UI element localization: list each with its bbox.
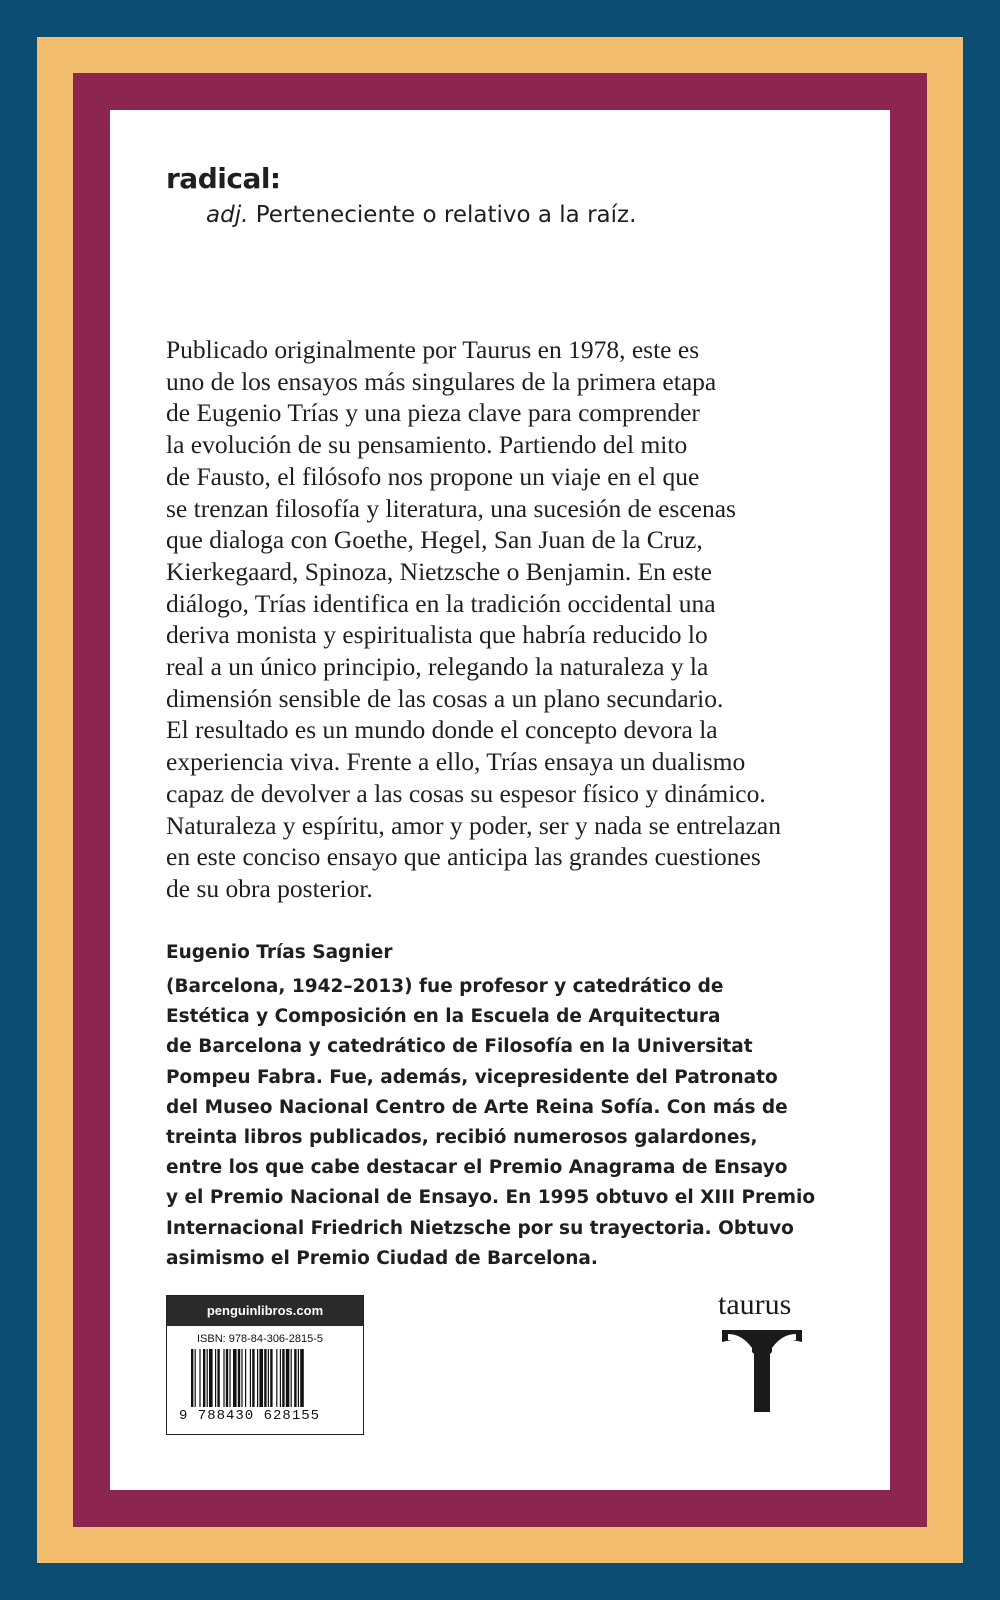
author-name: Eugenio Trías Sagnier <box>166 942 393 963</box>
definition-text <box>206 202 636 228</box>
website-label: penguinlibros.com <box>167 1296 363 1326</box>
blurb-line: uno de los ensayos más singulares de la primera etapa <box>166 366 717 396</box>
definition-abbr: adj. <box>206 202 249 228</box>
definition-meaning: Perteneciente o relativo a la raíz. <box>255 202 637 228</box>
ean-digits: 9 788430 628155 <box>179 1408 321 1424</box>
bio-line: asimismo el Premio Ciudad de Barcelona. <box>166 1247 598 1269</box>
blurb-line: Publicado originalmente por Taurus en 1978, este es <box>166 335 700 364</box>
barcode-block <box>166 1295 364 1435</box>
bio-line: Pompeu Fabra. Fue, además, vicepresidente del Patronato <box>166 1066 778 1088</box>
blurb-line: diálogo, Trías identifica en la tradición occidental una <box>166 588 716 618</box>
author-bio <box>166 972 815 1274</box>
back-cover-panel <box>110 110 890 1490</box>
publisher-name: taurus <box>718 1288 792 1321</box>
book-blurb <box>166 334 846 905</box>
blurb-line: se trenzan filosofía y literatura, una sucesión de escenas <box>166 493 736 523</box>
blurb-line: la evolución de su pensamiento. Partiendo del mito <box>166 430 688 460</box>
blurb-line: real a un único principio, relegando la naturaleza y la <box>166 652 709 682</box>
bio-line: Estética y Composición en la Escuela de Arquitectura <box>166 1006 721 1028</box>
taurus-t-logo-icon <box>718 1326 806 1418</box>
isbn-label: ISBN: 978-84-306-2815-5 <box>197 1333 323 1345</box>
blurb-line: Kierkegaard, Spinoza, Nietzsche o Benjamin. En este <box>166 556 712 586</box>
blurb-line: capaz de devolver a las cosas su espesor físico y dinámico. <box>166 778 766 808</box>
definition-term: radical: <box>166 162 281 195</box>
blurb-line: El resultado es un mundo donde el concepto devora la <box>166 715 718 745</box>
blurb-line: de Eugenio Trías y una pieza clave para comprender <box>166 398 700 428</box>
blurb-line: dimensión sensible de las cosas a un plano secundario. <box>166 683 724 713</box>
blurb-line: que dialoga con Goethe, Hegel, San Juan de la Cruz, <box>166 525 703 555</box>
blurb-line: en este conciso ensayo que anticipa las grandes cuestiones <box>166 842 761 872</box>
bio-line: (Barcelona, 1942–2013) fue profesor y catedrático de <box>166 976 724 997</box>
bio-line: y el Premio Nacional de Ensayo. En 1995 obtuvo el XIII Premio <box>166 1187 816 1209</box>
bio-line: entre los que cabe destacar el Premio Anagrama de Ensayo <box>166 1157 788 1179</box>
blurb-line: deriva monista y espiritualista que habría reducido lo <box>166 620 708 650</box>
blurb-line: Naturaleza y espíritu, amor y poder, ser y nada se entrelazan <box>166 810 781 840</box>
barcode-bars-icon <box>191 1349 341 1407</box>
blurb-line: de Fausto, el filósofo nos propone un viaje en el que <box>166 461 700 491</box>
bio-line: del Museo Nacional Centro de Arte Reina Sofía. Con más de <box>166 1096 788 1118</box>
blurb-line: experiencia viva. Frente a ello, Trías ensaya un dualismo <box>166 747 746 777</box>
bio-line: de Barcelona y catedrático de Filosofía en la Universitat <box>166 1036 753 1058</box>
bio-line: Internacional Friedrich Nietzsche por su trayectoria. Obtuvo <box>166 1217 794 1239</box>
blurb-line: de su obra posterior. <box>166 873 373 903</box>
bio-line: treinta libros publicados, recibió numerosos galardones, <box>166 1127 758 1149</box>
